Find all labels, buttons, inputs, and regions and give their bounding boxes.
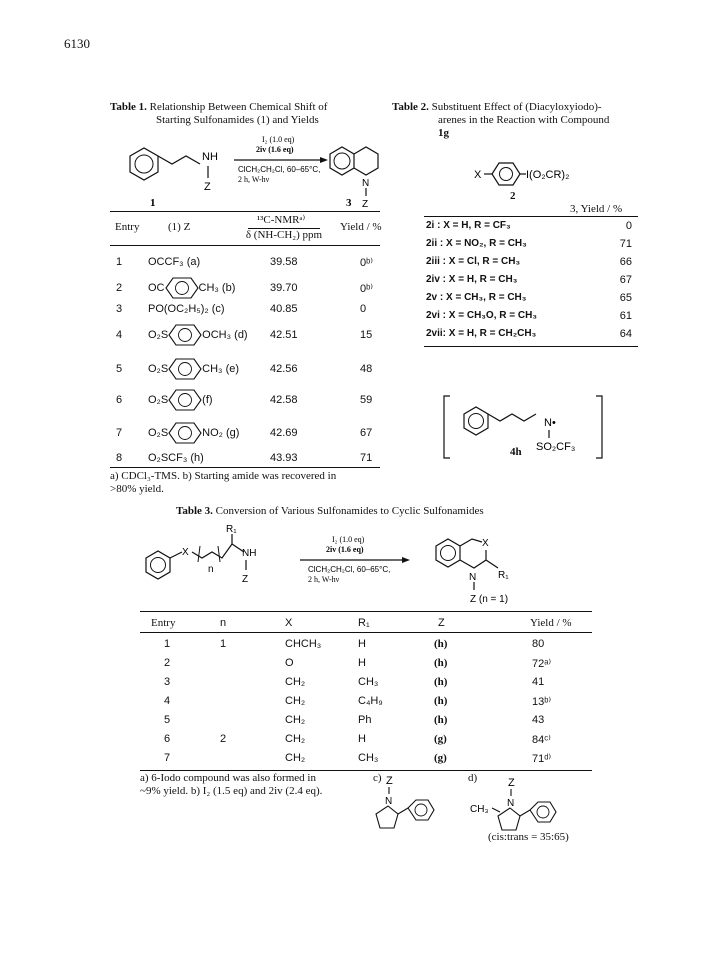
tetrahydroquinoline-icon xyxy=(330,147,378,175)
table-row-yield: 15 xyxy=(360,329,373,341)
table-row-yield: 67 xyxy=(360,427,373,439)
svg-text:X: X xyxy=(182,547,189,558)
svg-text:Z (n = 1): Z (n = 1) xyxy=(470,594,509,605)
start-number: 1 xyxy=(150,197,156,209)
table-row-r1: CH₃ xyxy=(358,752,379,764)
table-row-r1: CH₃ xyxy=(358,676,379,688)
table-row-reagent: 2iv : X = H, R = CH₃ xyxy=(426,274,518,285)
svg-text:Z: Z xyxy=(386,775,393,787)
table-row-reagent: 2ii : X = NO₂, R = CH₃ xyxy=(426,238,527,249)
table3-caption: Table 3. Conversion of Various Sulfonamides to Cyclic Sulfonamides xyxy=(176,505,484,517)
table-row-nmr-shift: 42.58 xyxy=(270,394,298,406)
table-row-yield: 66 xyxy=(619,256,632,268)
phenyl-ring-icon xyxy=(530,802,556,822)
table1-bottom-rule xyxy=(110,467,380,468)
table-row-substituent: PO(OC₂H₅)₂ (c) xyxy=(148,303,225,315)
table-row-substituent: O₂S OCH₃ (d) xyxy=(148,324,248,346)
table3-footnotes: a) 6-Iodo compound was also formed in ~9% yield. b) I₂ (1.5 eq) and 2iv (2.4 eq). xyxy=(140,772,323,797)
table-row-r1: C₄H₉ xyxy=(358,695,383,707)
product-number: 3 xyxy=(346,197,352,209)
svg-text:n: n xyxy=(208,564,214,575)
svg-text:X: X xyxy=(474,169,482,181)
table-row-yield: 67 xyxy=(619,274,632,286)
table2-bottom-rule xyxy=(424,346,638,347)
svg-text:I₂ (1.0 eq): I₂ (1.0 eq) xyxy=(262,135,295,144)
table-row-entry: 7 xyxy=(116,427,123,439)
benzene-ring-icon xyxy=(130,148,158,180)
table-row-yield: 64 xyxy=(619,328,632,340)
t1-header-nmr: ¹³C-NMRᵃ⁾ xyxy=(256,214,306,226)
table-row-x: CH₂ xyxy=(285,695,306,707)
svg-text:X: X xyxy=(482,538,489,549)
table-row-yield: 72ᵃ⁾ xyxy=(532,658,552,670)
table-row-z: (h) xyxy=(434,695,448,707)
table1-caption: Table 1. Relationship Between Chemical Shift of Starting Sulfonamides (1) and Yields xyxy=(110,101,328,126)
svg-text:N: N xyxy=(507,798,515,809)
table3-top-rule xyxy=(140,611,592,612)
table-row-entry: 6 xyxy=(116,394,123,406)
radical-4h-structure xyxy=(440,392,610,462)
table-row-z: (g) xyxy=(434,733,447,745)
t3-header-r1: R₁ xyxy=(358,617,370,629)
svg-text:Z: Z xyxy=(508,777,515,789)
table-row-r1: H xyxy=(358,733,366,745)
svg-text:I₂ (1.0 eq): I₂ (1.0 eq) xyxy=(332,535,365,544)
table-row-entry: 4 xyxy=(116,329,123,341)
table-row-yield: 65 xyxy=(619,292,632,304)
table-row-nmr-shift: 39.58 xyxy=(270,256,298,268)
svg-text:R₁: R₁ xyxy=(226,524,237,535)
table-row-entry: 3 xyxy=(164,676,171,688)
table-row-substituent: O₂S (f) xyxy=(148,389,213,411)
t3-header-n: n xyxy=(220,617,227,629)
table-row-yield: 48 xyxy=(360,363,373,375)
table-row-entry: 8 xyxy=(116,452,123,464)
table1-top-rule xyxy=(110,211,380,212)
table-row-entry: 2 xyxy=(116,282,123,294)
table-row-x: CH₂ xyxy=(285,752,306,764)
benzene-ring-icon xyxy=(168,324,202,346)
table-row-yield: 80 xyxy=(532,638,545,650)
t3-header-z: Z xyxy=(438,617,445,629)
table1-scheme xyxy=(110,130,380,210)
table-row-x: CH₂ xyxy=(285,714,306,726)
svg-text:N: N xyxy=(362,178,370,189)
benzene-ring-icon xyxy=(165,277,199,299)
table-row-r1: H xyxy=(358,657,366,669)
benzene-ring-icon xyxy=(492,163,520,185)
table-row-z: (h) xyxy=(434,638,448,650)
table-row-nmr-shift: 42.56 xyxy=(270,363,298,375)
t1-header-z: (1) Z xyxy=(168,221,191,233)
table-row-r1: Ph xyxy=(358,714,372,726)
table-row-x: CH₂ xyxy=(285,733,306,745)
table1-footnotes: a) CDCl₃-TMS. b) Starting amide was recovered in >80% yield. xyxy=(110,470,337,495)
table-row-substituent: O₂SCF₃ (h) xyxy=(148,452,204,464)
table-row-yield: 43 xyxy=(532,714,545,726)
table-row-entry: 2 xyxy=(164,657,171,669)
table-row-entry: 3 xyxy=(116,303,123,315)
table-row-yield: 0ᵇ⁾ xyxy=(360,257,373,269)
svg-text:I(O₂CR)₂: I(O₂CR)₂ xyxy=(526,169,570,181)
table3-bottom-rule xyxy=(140,770,592,771)
table3-scheme xyxy=(136,518,586,608)
table-row-n: 1 xyxy=(220,638,227,650)
table-row-yield: 59 xyxy=(360,394,373,406)
svg-text:N: N xyxy=(385,796,393,807)
table-row-entry: 1 xyxy=(116,256,123,268)
table-row-substituent: OCCF₃ (a) xyxy=(148,256,201,268)
svg-text:CH₃: CH₃ xyxy=(470,804,489,815)
table-row-nmr-shift: 43.93 xyxy=(270,452,298,464)
table-row-nmr-shift: 42.51 xyxy=(270,329,298,341)
table2-reagent-number: 2 xyxy=(510,190,516,202)
svg-text:R₁: R₁ xyxy=(498,570,509,581)
table-row-yield: 71ᵈ⁾ xyxy=(532,753,552,765)
table-row-entry: 5 xyxy=(164,714,171,726)
table-row-yield: 71 xyxy=(360,452,373,464)
bicyclic-product-icon xyxy=(436,539,498,568)
table-row-n: 2 xyxy=(220,733,227,745)
svg-text:2 h, W-hν: 2 h, W-hν xyxy=(308,575,340,584)
svg-text:N: N xyxy=(469,572,477,583)
svg-text:2iv (1.6 eq): 2iv (1.6 eq) xyxy=(256,145,294,154)
svg-text:2iv (1.6 eq): 2iv (1.6 eq) xyxy=(326,545,364,554)
table-row-z: (g) xyxy=(434,752,447,764)
page-number: 6130 xyxy=(64,36,90,51)
table-row-r1: H xyxy=(358,638,366,650)
table-row-reagent: 2vii: X = H, R = CH₂CH₃ xyxy=(426,328,537,339)
footnote-d-ratio: (cis:trans = 35:65) xyxy=(488,831,569,843)
table-row-reagent: 2iii : X = Cl, R = CH₃ xyxy=(426,256,521,267)
table-row-yield: 61 xyxy=(619,310,632,322)
table-row-reagent: 2v : X = CH₃, R = CH₃ xyxy=(426,292,527,303)
t1-header-entry: Entry xyxy=(115,221,140,233)
table-row-entry: 5 xyxy=(116,363,123,375)
table-row-substituent: OC CH₃ (b) xyxy=(148,277,235,299)
table-row-reagent: 2i : X = H, R = CF₃ xyxy=(426,220,511,231)
benzene-ring-icon xyxy=(168,422,202,444)
table2-top-rule xyxy=(424,216,638,217)
footnote-c-label: c) xyxy=(373,772,382,784)
svg-text:SO₂CF₃: SO₂CF₃ xyxy=(536,441,576,453)
table-row-substituent: O₂S NO₂ (g) xyxy=(148,422,239,444)
phenyl-ring-icon xyxy=(408,800,434,820)
t3-header-yield: Yield / % xyxy=(530,617,572,629)
svg-text:Z: Z xyxy=(242,574,249,585)
table-row-z: (h) xyxy=(434,676,448,688)
table-row-nmr-shift: 40.85 xyxy=(270,303,298,315)
table-row-nmr-shift: 39.70 xyxy=(270,282,298,294)
table2-structure xyxy=(470,160,630,190)
scheme-nh: NH xyxy=(202,151,218,163)
footnote-c-structure xyxy=(364,772,444,842)
table-row-nmr-shift: 42.69 xyxy=(270,427,298,439)
table-row-x: O xyxy=(285,657,294,669)
t1-header-nmr-sub: δ (NH-CH₂) ppm xyxy=(245,229,323,241)
table-row-substituent: O₂S CH₃ (e) xyxy=(148,358,239,380)
svg-text:Z: Z xyxy=(362,199,369,210)
benzene-ring-icon xyxy=(168,358,202,380)
table-row-yield: 13ᵇ⁾ xyxy=(532,696,552,708)
svg-text:ClCH₂CH₂Cl, 60–65°C,: ClCH₂CH₂Cl, 60–65°C, xyxy=(308,565,391,574)
table-row-entry: 1 xyxy=(164,638,171,650)
footnote-d-label: d) xyxy=(468,772,478,784)
t3-header-entry: Entry xyxy=(151,617,176,629)
table-row-z: (h) xyxy=(434,714,448,726)
svg-text:N•: N• xyxy=(544,417,556,429)
table-row-yield: 71 xyxy=(619,238,632,250)
table-row-x: CH₂ xyxy=(285,676,306,688)
table-row-entry: 7 xyxy=(164,752,171,764)
svg-text:2 h, W-hν: 2 h, W-hν xyxy=(238,175,270,184)
t3-header-x: X xyxy=(285,617,293,629)
table-row-x: CHCH₃ xyxy=(285,638,322,650)
table-row-entry: 6 xyxy=(164,733,171,745)
table-row-entry: 4 xyxy=(164,695,171,707)
table-row-z: (h) xyxy=(434,657,448,669)
table-row-yield: 0 xyxy=(625,220,632,232)
benzene-ring-icon xyxy=(168,389,202,411)
scheme-z: Z xyxy=(204,181,211,193)
svg-text:ClCH₂CH₂Cl, 60–65°C,: ClCH₂CH₂Cl, 60–65°C, xyxy=(238,165,321,174)
table-row-yield: 84ᶜ⁾ xyxy=(532,734,551,746)
t1-header-yield: Yield / % xyxy=(340,221,382,233)
svg-text:NH: NH xyxy=(242,548,257,559)
table-row-yield: 41 xyxy=(532,676,545,688)
table-row-yield: 0 xyxy=(360,303,367,315)
benzene-ring-icon xyxy=(464,407,488,435)
benzene-ring-icon xyxy=(146,551,170,579)
table-row-yield: 0ᵇ⁾ xyxy=(360,283,373,295)
table2-caption: Table 2. Substituent Effect of (Diacyloxyiodo)- arenes in the Reaction with Compound 1g xyxy=(392,101,610,139)
radical-label: 4h xyxy=(510,446,522,458)
t2-header-yield: 3, Yield / % xyxy=(570,203,623,215)
table-row-reagent: 2vi : X = CH₃O, R = CH₃ xyxy=(426,310,537,321)
